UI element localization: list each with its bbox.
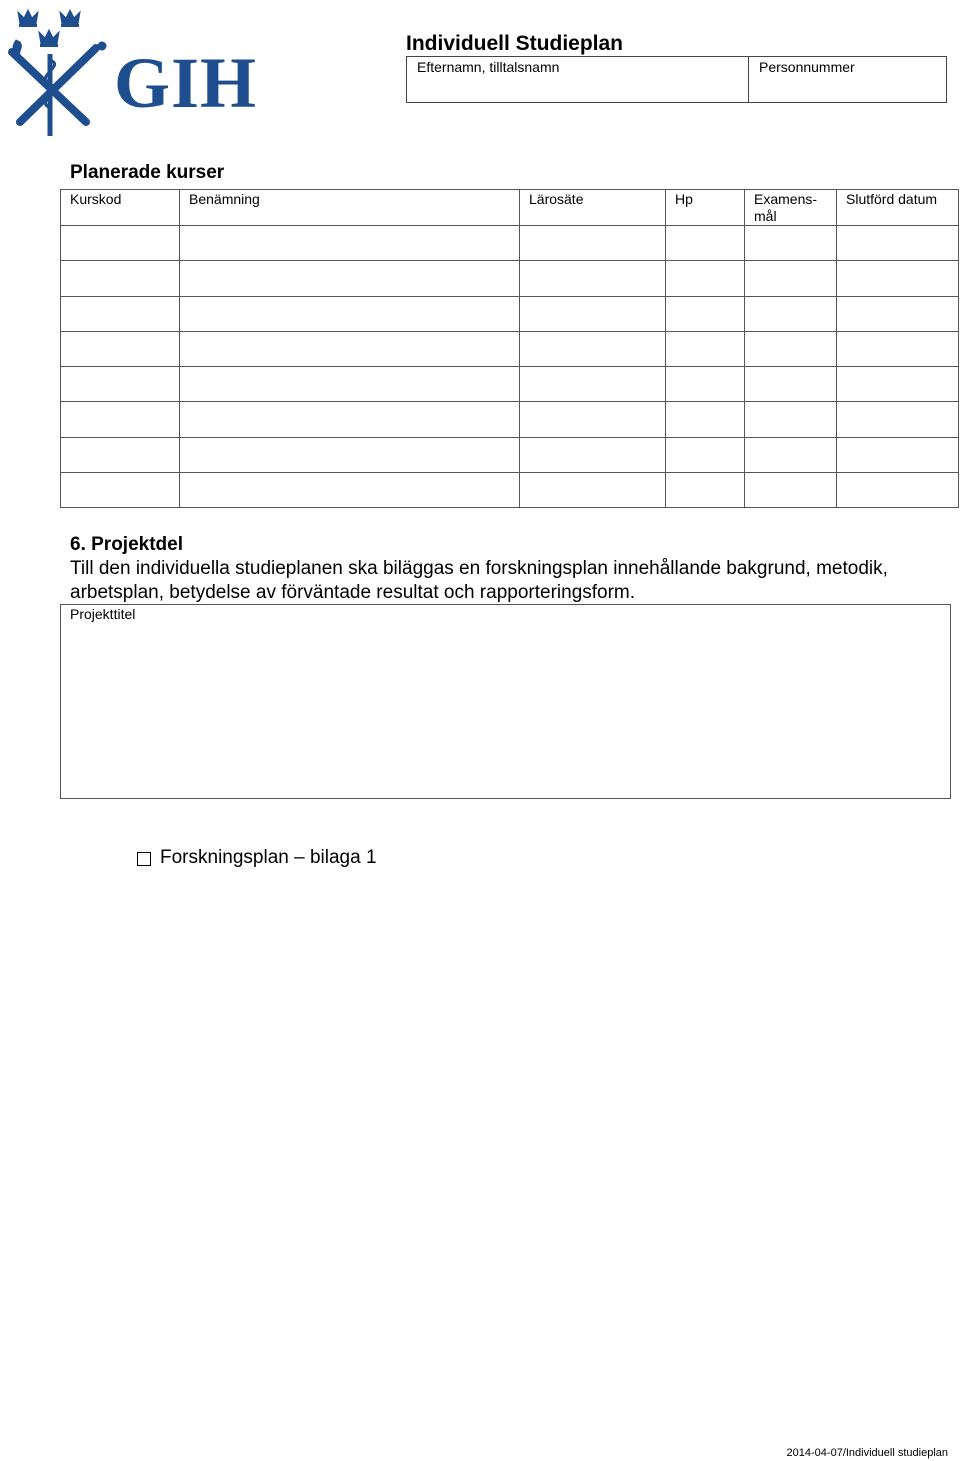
table-row — [61, 437, 959, 472]
planned-courses-table — [60, 189, 959, 508]
table-cell[interactable] — [61, 437, 180, 472]
table-cell[interactable] — [180, 402, 520, 437]
table-cell[interactable] — [745, 331, 837, 366]
project-description: Till den individuella studieplanen ska biläggas en forskningsplan innehållande bakgrund, metodik, arbetsplan, betydelse av förväntade resultat och rapporteringsform. — [70, 558, 888, 603]
table-cell[interactable] — [180, 437, 520, 472]
table-cell[interactable] — [61, 226, 180, 261]
table-cell[interactable] — [180, 367, 520, 402]
table-row — [61, 296, 959, 331]
document-title: Individuell Studieplan — [406, 32, 624, 55]
project-title-label: Projekttitel — [70, 606, 136, 622]
table-cell[interactable] — [745, 367, 837, 402]
table-cell[interactable] — [520, 331, 666, 366]
personal-number-label: Personnummer — [759, 59, 855, 75]
svg-text:GIH: GIH — [114, 43, 256, 123]
table-cell[interactable] — [837, 296, 959, 331]
table-cell[interactable] — [520, 261, 666, 296]
gih-logo — [6, 4, 256, 138]
table-cell[interactable] — [745, 473, 837, 508]
page-footer: 2014-04-07/Individuell studieplan — [786, 1447, 948, 1459]
table-cell[interactable] — [180, 473, 520, 508]
table-row — [61, 473, 959, 508]
table-cell[interactable] — [745, 296, 837, 331]
personal-number-field[interactable] — [749, 57, 946, 102]
table-cell[interactable] — [520, 473, 666, 508]
table-cell[interactable] — [61, 296, 180, 331]
table-cell[interactable] — [666, 226, 745, 261]
table-cell[interactable] — [666, 437, 745, 472]
column-header-completed-date: Slutförd datum — [837, 190, 959, 226]
table-cell[interactable] — [745, 437, 837, 472]
table-cell[interactable] — [745, 261, 837, 296]
table-cell[interactable] — [520, 226, 666, 261]
course-rows — [61, 226, 959, 508]
name-field[interactable] — [407, 57, 749, 102]
table-cell[interactable] — [520, 402, 666, 437]
table-cell[interactable] — [837, 473, 959, 508]
identity-box — [406, 56, 947, 103]
table-row — [61, 402, 959, 437]
table-row — [61, 261, 959, 296]
crown-icon — [39, 30, 59, 47]
crown-icon — [60, 10, 80, 27]
table-row — [61, 367, 959, 402]
table-cell[interactable] — [61, 473, 180, 508]
table-cell[interactable] — [180, 296, 520, 331]
table-cell[interactable] — [666, 331, 745, 366]
table-cell[interactable] — [837, 226, 959, 261]
project-title-field[interactable] — [60, 604, 951, 799]
table-cell[interactable] — [520, 367, 666, 402]
table-cell[interactable] — [837, 261, 959, 296]
planned-courses-heading: Planerade kurser — [70, 162, 225, 183]
table-row — [61, 331, 959, 366]
table-cell[interactable] — [666, 261, 745, 296]
crown-icon — [18, 10, 38, 27]
table-cell[interactable] — [745, 226, 837, 261]
table-cell[interactable] — [837, 402, 959, 437]
table-cell[interactable] — [61, 367, 180, 402]
table-cell[interactable] — [180, 226, 520, 261]
table-cell[interactable] — [666, 402, 745, 437]
table-cell[interactable] — [61, 402, 180, 437]
column-header-credits: Hp — [666, 190, 745, 226]
table-cell[interactable] — [666, 367, 745, 402]
table-cell[interactable] — [837, 331, 959, 366]
table-cell[interactable] — [61, 261, 180, 296]
table-cell[interactable] — [180, 261, 520, 296]
name-field-label: Efternamn, tilltalsnamn — [417, 59, 560, 75]
column-header-institution: Lärosäte — [520, 190, 666, 226]
column-header-course-code: Kurskod — [61, 190, 180, 226]
table-cell[interactable] — [837, 367, 959, 402]
table-cell[interactable] — [61, 331, 180, 366]
table-cell[interactable] — [520, 437, 666, 472]
table-header-row — [61, 190, 959, 226]
attachment-checkbox[interactable] — [137, 852, 151, 866]
column-header-name: Benämning — [180, 190, 520, 226]
table-cell[interactable] — [745, 402, 837, 437]
research-plan-attachment — [137, 846, 377, 870]
project-heading: 6. Projektdel — [70, 534, 183, 555]
table-cell[interactable] — [837, 437, 959, 472]
table-cell[interactable] — [520, 296, 666, 331]
attachment-label: Forskningsplan – bilaga 1 — [160, 847, 377, 868]
table-cell[interactable] — [180, 331, 520, 366]
column-header-degree-goal: Examens- mål — [745, 190, 837, 226]
table-cell[interactable] — [666, 473, 745, 508]
table-row — [61, 226, 959, 261]
table-cell[interactable] — [666, 296, 745, 331]
